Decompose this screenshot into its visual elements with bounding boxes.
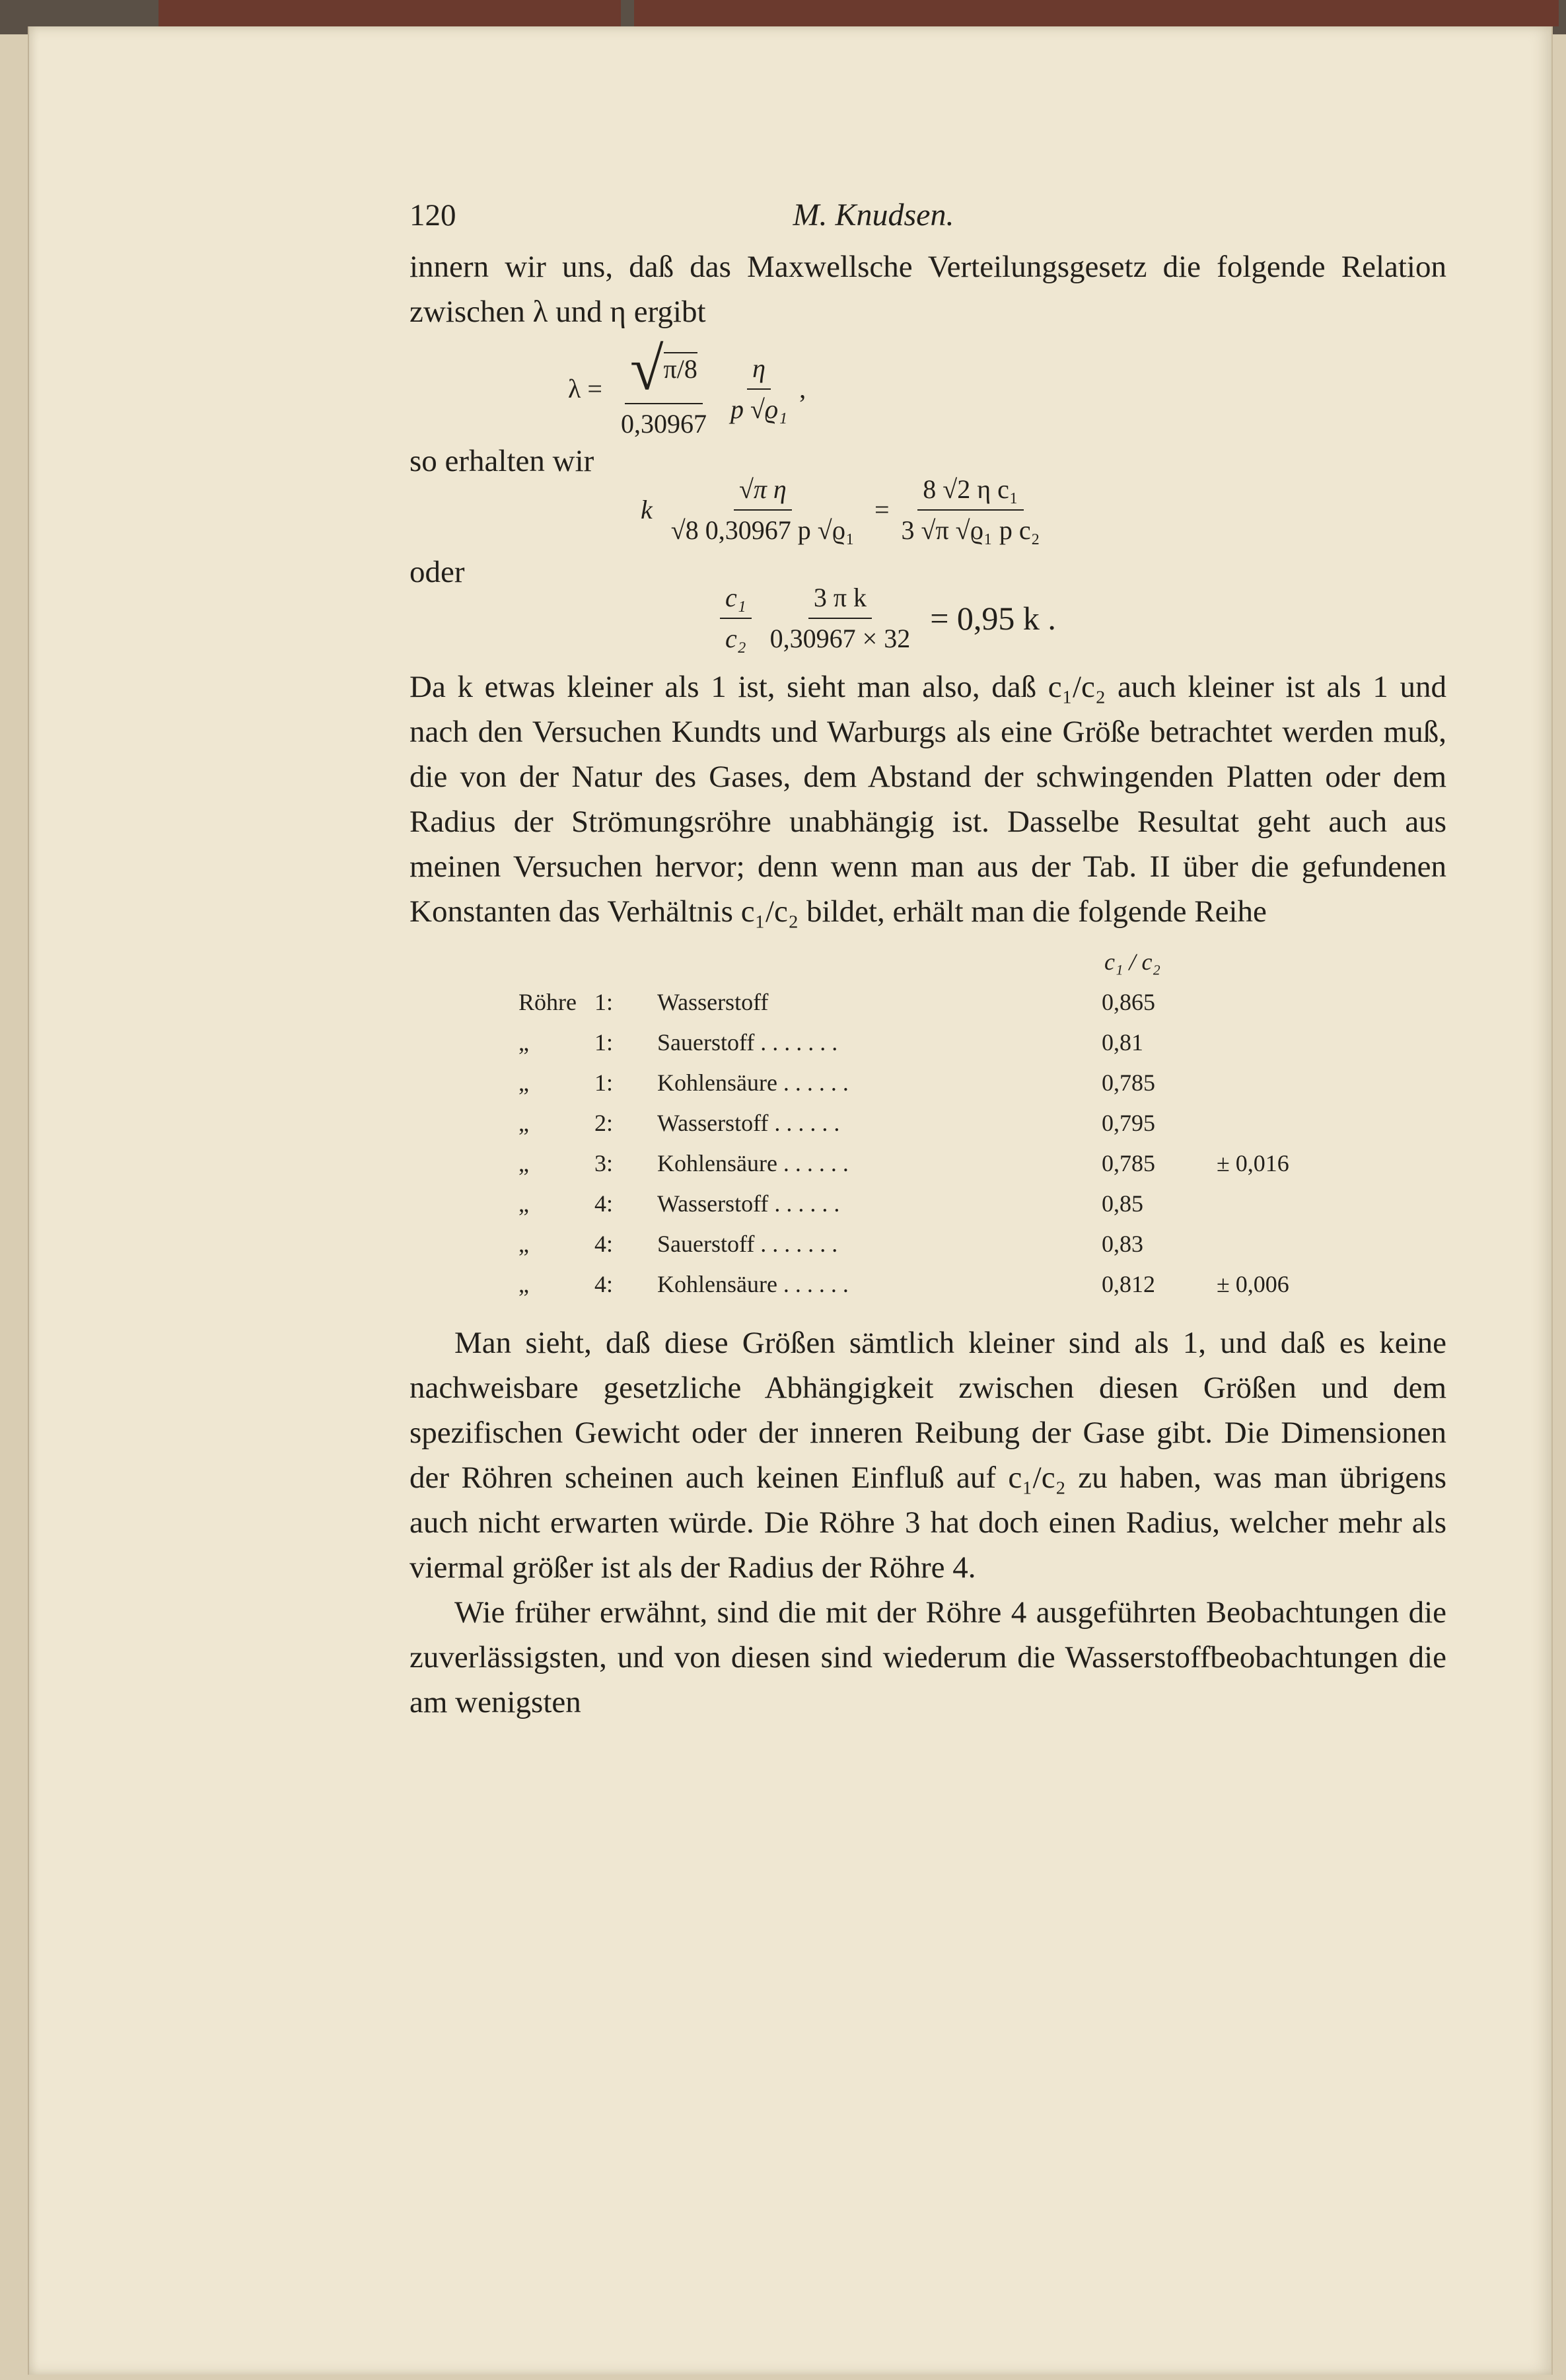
table-cell-value: 0,83 — [1102, 1231, 1143, 1257]
formula-ratio-c1: c₁ — [720, 582, 752, 619]
formula-ratio-result: = 0,95 k . — [930, 600, 1056, 637]
table-cell-number: 2: — [594, 1110, 614, 1136]
table-cell-tube: Röhre — [518, 989, 577, 1015]
table-cell-error: ± 0,016 — [1217, 1150, 1289, 1176]
formula-lambda-fraction-2 — [725, 353, 793, 425]
formula-lambda — [568, 335, 1446, 439]
table-body — [409, 982, 1446, 1305]
table-cell-value: 0,81 — [1102, 1029, 1143, 1056]
table-cell-tube: „ — [518, 1190, 529, 1217]
formula-k-fraction-1 — [666, 474, 860, 546]
table-cell-error: ± 0,006 — [1217, 1271, 1289, 1297]
paragraph-intro: innern wir uns, daß das Maxwellsche Verteilungsgesetz die folgende Relation zwischen λ und η ergibt — [409, 250, 1446, 329]
table-cell-gas: Sauerstoff . . . . . . . — [657, 1231, 838, 1257]
table-cell-tube: „ — [518, 1069, 529, 1096]
paragraph-conclusion: Man sieht, daß diese Größen sämtlich kleiner sind als 1, und daß es keine nachweisbare gesetzliche Abhängigkeit zwischen diesen Größen und dem spezifischen Gewicht oder der inneren Reibung der Gase gibt. Die Dimensionen der Röhren scheinen auch keinen Einfluß auf c₁/c₂ zu haben, was man übrigens auch nicht erwarten würde. Die Röhre 3 hat doch einen Radius, welcher mehr als viermal größer ist als der Radius der Röhre 4. — [409, 1326, 1446, 1585]
formula-lambda-rho: p √ϱ₁ — [730, 394, 788, 424]
table-row — [409, 1063, 1446, 1103]
table-cell-number: 1: — [594, 1029, 614, 1056]
table-cell-gas: Sauerstoff . . . . . . . — [657, 1029, 838, 1056]
table-row — [409, 1224, 1446, 1264]
formula-lambda-numerator: π/8 — [664, 352, 697, 385]
table-cell-number: 3: — [594, 1150, 614, 1176]
formula-ratio-fraction-1 — [720, 582, 752, 655]
table-row — [409, 1264, 1446, 1305]
table-row — [409, 1103, 1446, 1143]
formula-ratio-fraction-2 — [765, 582, 916, 655]
table-row — [409, 982, 1446, 1023]
paragraph-final: Wie früher erwähnt, sind die mit der Röhre 4 ausgeführten Beobachtungen die zuverlässigsten, und von diesen sind wiederum die Wasserstoffbeobachtungen die am wenigsten — [409, 1595, 1446, 1719]
formula-lambda-eta: η — [747, 353, 771, 390]
table-row — [409, 1143, 1446, 1184]
table-cell-number: 1: — [594, 1069, 614, 1096]
text-oder: oder — [409, 555, 465, 589]
table-row — [409, 1023, 1446, 1063]
formula-k — [641, 470, 1446, 550]
formula-k-den2: 3 √π √ϱ₁ p c₂ — [901, 515, 1040, 545]
table-cell-gas: Wasserstoff . . . . . . — [657, 1190, 840, 1217]
formula-lambda-fraction: $\frac{√\pi/8}{0,30967}$ — [616, 338, 712, 440]
text-so-erhalten: so erhalten wir — [409, 444, 594, 478]
table-cell-gas: Wasserstoff — [657, 989, 769, 1015]
table-cell-gas: Kohlensäure . . . . . . — [657, 1150, 849, 1176]
table-cell-value: 0,785 — [1102, 1069, 1155, 1096]
table-cell-number: 4: — [594, 1231, 614, 1257]
table-header-ratio: c₁ / c₂ — [1104, 949, 1160, 975]
formula-lambda-lhs: λ = — [568, 374, 602, 404]
table-cell-value: 0,85 — [1102, 1190, 1143, 1217]
running-head: M. Knudsen. — [793, 198, 954, 233]
table-cell-tube: „ — [518, 1110, 529, 1136]
formula-k-lhs: k — [641, 495, 653, 524]
table-cell-gas: Kohlensäure . . . . . . — [657, 1271, 849, 1297]
formula-ratio-num2: 3 π k — [808, 582, 872, 619]
formula-k-fraction-2 — [896, 474, 1046, 546]
table-cell-value: 0,865 — [1102, 989, 1155, 1015]
formula-ratio — [713, 585, 1446, 651]
table-cell-value: 0,785 — [1102, 1150, 1155, 1176]
formula-k-den1: √8 0,30967 p √ϱ₁ — [670, 515, 855, 545]
formula-lambda-denominator: 0,30967 — [620, 409, 707, 439]
results-table — [409, 942, 1446, 1305]
table-cell-tube: „ — [518, 1150, 529, 1176]
page-number: 120 — [409, 198, 456, 233]
paragraph-discussion: Da k etwas kleiner als 1 ist, sieht man also, daß c₁/c₂ auch kleiner ist als 1 und nach den Versuchen Kundts und Warburgs als eine Größe betrachtet werden muß, die von der Natur des Gases, dem Abstand der schwingenden Platten oder dem Radius der Strömungsröhre unabhängig ist. Dasselbe Resultat geht auch aus meinen Versuchen hervor; denn wenn man aus der Tab. II über die gefundenen Konstanten das Verhältnis c₁/c₂ bildet, erhält man die folgende Reihe — [409, 670, 1446, 929]
table-cell-number: 4: — [594, 1190, 614, 1217]
table-cell-tube: „ — [518, 1271, 529, 1297]
table-cell-tube: „ — [518, 1231, 529, 1257]
table-cell-value: 0,795 — [1102, 1110, 1155, 1136]
formula-k-num2: 8 √2 η c₁ — [917, 474, 1024, 511]
table-row — [409, 1184, 1446, 1224]
table-cell-tube: „ — [518, 1029, 529, 1056]
formula-k-num1: √π η — [734, 474, 792, 511]
formula-ratio-c2: c₂ — [725, 624, 746, 653]
table-cell-number: 1: — [594, 989, 614, 1015]
formula-ratio-den2: 0,30967 × 32 — [769, 624, 911, 653]
table-cell-gas: Wasserstoff . . . . . . — [657, 1110, 840, 1136]
table-cell-value: 0,812 — [1102, 1271, 1155, 1297]
page-header — [409, 193, 1446, 238]
formula-k-equals: = — [874, 495, 890, 524]
page-content — [409, 193, 1446, 1725]
table-header — [409, 942, 1446, 982]
table-cell-gas: Kohlensäure . . . . . . — [657, 1069, 849, 1096]
formula-lambda-comma: , — [799, 374, 806, 404]
table-cell-number: 4: — [594, 1271, 614, 1297]
